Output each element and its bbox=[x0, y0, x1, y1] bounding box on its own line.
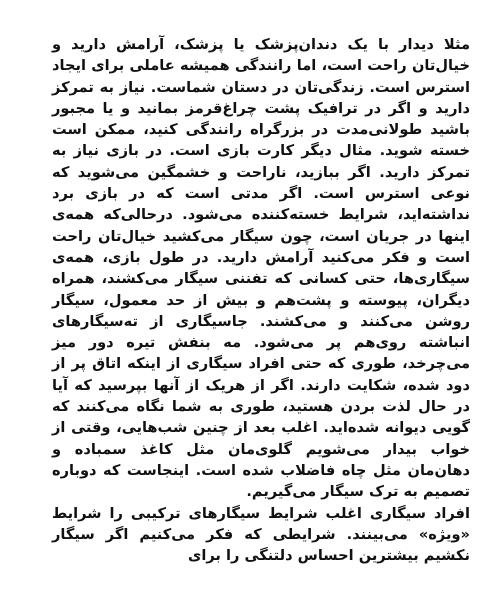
body-text bbox=[52, 34, 470, 566]
paragraph-1: مثلا دیدار با یک دندان‌پزشک یا پزشک، آرامش دارید و خیال‌تان راحت است، اما رانندگی همیشه عاملی برای ایجاد استرس است. زندگی‌تان در دستان شماست. نیاز به تمرکز دارید و اگر در ترافیک پشت چراغ‌قرمز بمانید و یا مجبور باشید طولانی‌مدت در بزرگراه رانندگی کنید، ممکن است خسته شوید. مثال دیگر کارت بازی است. در بازی نیاز به تمرکز دارید. اگر ببازید، ناراحت و خشمگین می‌شوید که نوعی استرس است. اگر مدتی است که در بازی برد نداشته‌اید، شرایط خسته‌کننده می‌شود. درحالی‌که همه‌ی اینها در جریان است، چون سیگار می‌کشید خیال‌تان راحت است و فکر می‌کنید آرامش دارید. در طول بازی، همه‌ی سیگاری‌ها، حتی کسانی که تفننی سیگار می‌کشند، همراه دیگران، پیوسته و پشت‌هم و بیش از حد معمول، سیگار روشن می‌کنند و می‌کشند. جاسیگاری از ته‌سیگارهای انباشته روی‌هم پر می‌شود. مه بنفش تیره دور میز می‌چرخد، طوری که حتی افراد سیگاری از اینکه اتاق پر از دود شده، شکایت دارند. اگر از هریک از آنها بپرسید که آیا در حال لذت بردن هستید، طوری به شما نگاه می‌کنند که گویی دیوانه شده‌اید. اغلب بعد از چنین شب‌هایی، وقتی از خواب بیدار می‌شویم گلوی‌مان مثل کاغذ سمباده و دهان‌مان مثل چاه فاضلاب شده است. اینجاست که دوباره تصمیم به ترک سیگار می‌گیریم. bbox=[52, 36, 470, 501]
paragraph-2: افراد سیگاری اغلب شرایط سیگارهای ترکیبی را شرایط «ویژه» می‌بینند. شرایطی که فکر می‌کنیم اگر سیگار نکشیم بیشترین احساس دلتنگی را برای bbox=[52, 504, 470, 565]
